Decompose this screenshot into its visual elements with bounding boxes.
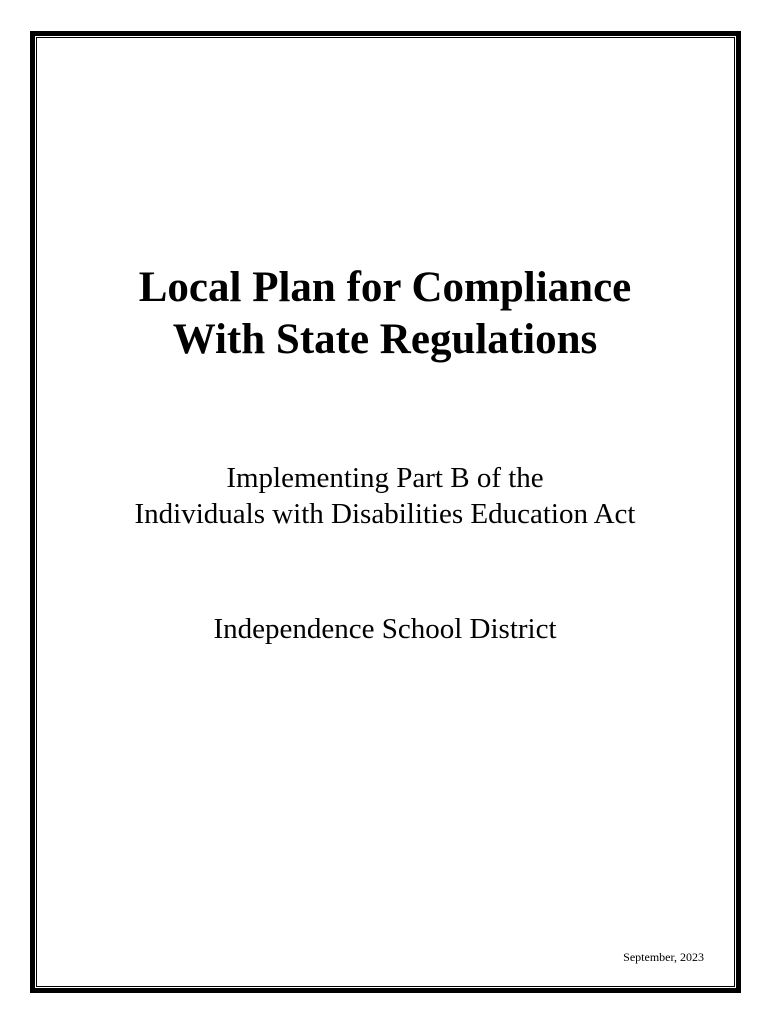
title-line-2: With State Regulations xyxy=(172,316,598,363)
document-date: September, 2023 xyxy=(623,950,704,964)
district-name: Independence School District xyxy=(213,613,557,645)
subtitle-line-2: Individuals with Disabilities Education Act xyxy=(134,498,636,530)
subtitle-line-1: Implementing Part B of the xyxy=(226,462,544,494)
document-subtitle xyxy=(0,460,770,532)
title-line-1: Local Plan for Compliance xyxy=(138,264,632,311)
document-title xyxy=(0,262,770,366)
